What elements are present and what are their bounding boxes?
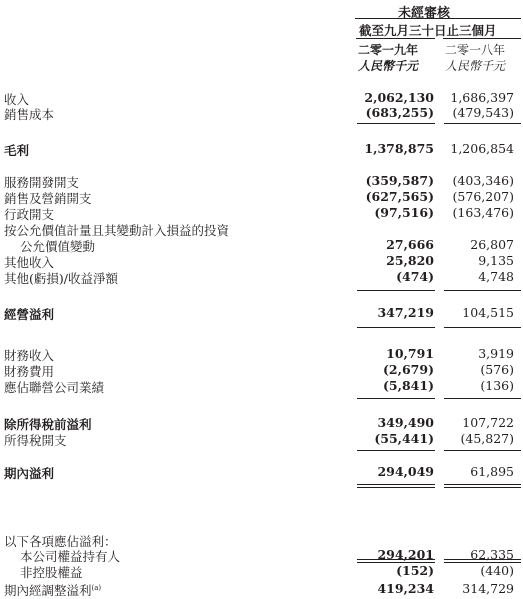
value-2019: 347,219	[377, 305, 434, 320]
row-label: 服務開發開支	[4, 175, 80, 190]
value-2019: 2,062,130	[364, 90, 434, 105]
row-label: 銷售及營銷開支	[4, 191, 92, 206]
value-2018: (136)	[480, 378, 514, 393]
value-2018: (479,543)	[452, 105, 514, 120]
value-2018: (403,346)	[452, 173, 514, 188]
period-heading: 截至九月三十日止三個月	[359, 23, 497, 38]
header-rule-col1	[356, 38, 435, 39]
unaudited-heading: 未經審核	[398, 6, 451, 21]
value-2019: 1,378,875	[364, 141, 434, 156]
rule-attrib-double-2018	[444, 559, 521, 563]
rule-after-tax	[357, 450, 435, 451]
row-label: 所得稅開支	[4, 433, 67, 448]
row-label: 行政開支	[4, 207, 55, 222]
col1-unit: 人民幣千元	[358, 59, 419, 73]
rule-op-profit	[357, 327, 435, 328]
value-2018: (576)	[480, 362, 514, 377]
value-2018: (440)	[480, 563, 514, 578]
value-2019: 25,820	[386, 253, 434, 268]
value-2018: 62,335	[470, 547, 514, 562]
value-2018: (45,827)	[460, 431, 514, 446]
col2-unit: 人民幣千元	[445, 59, 506, 73]
value-2018: 4,748	[478, 269, 514, 284]
value-2019: 294,049	[377, 464, 434, 479]
row-label: 財務收入	[4, 348, 55, 363]
value-2019: (627,565)	[365, 189, 434, 204]
value-2019: (683,255)	[365, 105, 434, 120]
row-label: 期內溢利	[4, 466, 55, 481]
rule-after-other	[357, 290, 435, 291]
value-2019: 419,234	[377, 581, 434, 596]
rule-after-cost	[357, 123, 435, 124]
value-2019: (5,841)	[383, 378, 434, 393]
row-label: 其他收入	[4, 255, 55, 270]
rule-after-tax-2018	[444, 450, 521, 451]
row-label: 本公司權益持有人	[20, 549, 121, 564]
rule-profit-double	[357, 484, 435, 488]
value-2018: 104,515	[462, 305, 514, 320]
footnote-marker: (a)	[91, 583, 102, 592]
value-2018: 26,807	[470, 237, 514, 252]
row-label: 期內經調整溢利$^{(a)}$	[4, 583, 102, 598]
value-2018: 3,919	[478, 346, 514, 361]
row-label: 財務費用	[4, 364, 55, 379]
row-label: 除所得稅前溢利	[4, 417, 92, 432]
value-2019: (359,587)	[365, 173, 434, 188]
value-2019: (474)	[396, 269, 434, 284]
col1-year: 二零一九年	[358, 43, 419, 57]
header-rule-top	[355, 18, 521, 19]
rule-after-cost-2018	[444, 123, 521, 124]
value-2018: 314,729	[462, 581, 514, 596]
rule-profit-double-2018	[444, 484, 521, 488]
value-2018: 1,206,854	[450, 141, 514, 156]
row-label: 銷售成本	[4, 107, 55, 122]
value-2019: 349,490	[377, 415, 434, 430]
rule-after-other-2018	[444, 290, 521, 291]
value-2019: (55,441)	[374, 431, 434, 446]
rule-after-associates	[357, 398, 435, 399]
col2-year: 二零一八年	[445, 43, 506, 57]
value-2018: 1,686,397	[450, 90, 514, 105]
value-2018: 107,722	[462, 415, 514, 430]
row-label: 其他(虧損)/收益淨額	[4, 271, 118, 286]
row-label: 毛利	[4, 143, 30, 158]
row-label: 按公允價值計量且其變動計入損益的投資	[4, 223, 230, 238]
row-label: 應佔聯營公司業績	[4, 380, 105, 395]
value-2018: 61,895	[470, 464, 514, 479]
value-2019: 27,666	[386, 237, 434, 252]
rule-op-profit-2018	[444, 327, 521, 328]
value-2019: (152)	[396, 563, 434, 578]
row-label: 經營溢利	[4, 307, 55, 322]
rule-after-associates-2018	[444, 398, 521, 399]
value-2019: (2,679)	[383, 362, 434, 377]
value-2018: (163,476)	[452, 205, 514, 220]
rule-attrib-double	[357, 559, 435, 563]
row-label: 收入	[4, 92, 30, 107]
row-label: 公允價值變動	[20, 239, 96, 254]
value-2019: 10,791	[386, 346, 434, 361]
value-2019: 294,201	[377, 547, 434, 562]
header-rule-col2	[443, 38, 521, 39]
value-2018: (576,207)	[452, 189, 514, 204]
value-2018: 9,135	[478, 253, 514, 268]
row-label: 非控股權益	[20, 565, 83, 580]
value-2019: (97,516)	[374, 205, 434, 220]
row-label: 以下各項應佔溢利：	[4, 534, 117, 549]
